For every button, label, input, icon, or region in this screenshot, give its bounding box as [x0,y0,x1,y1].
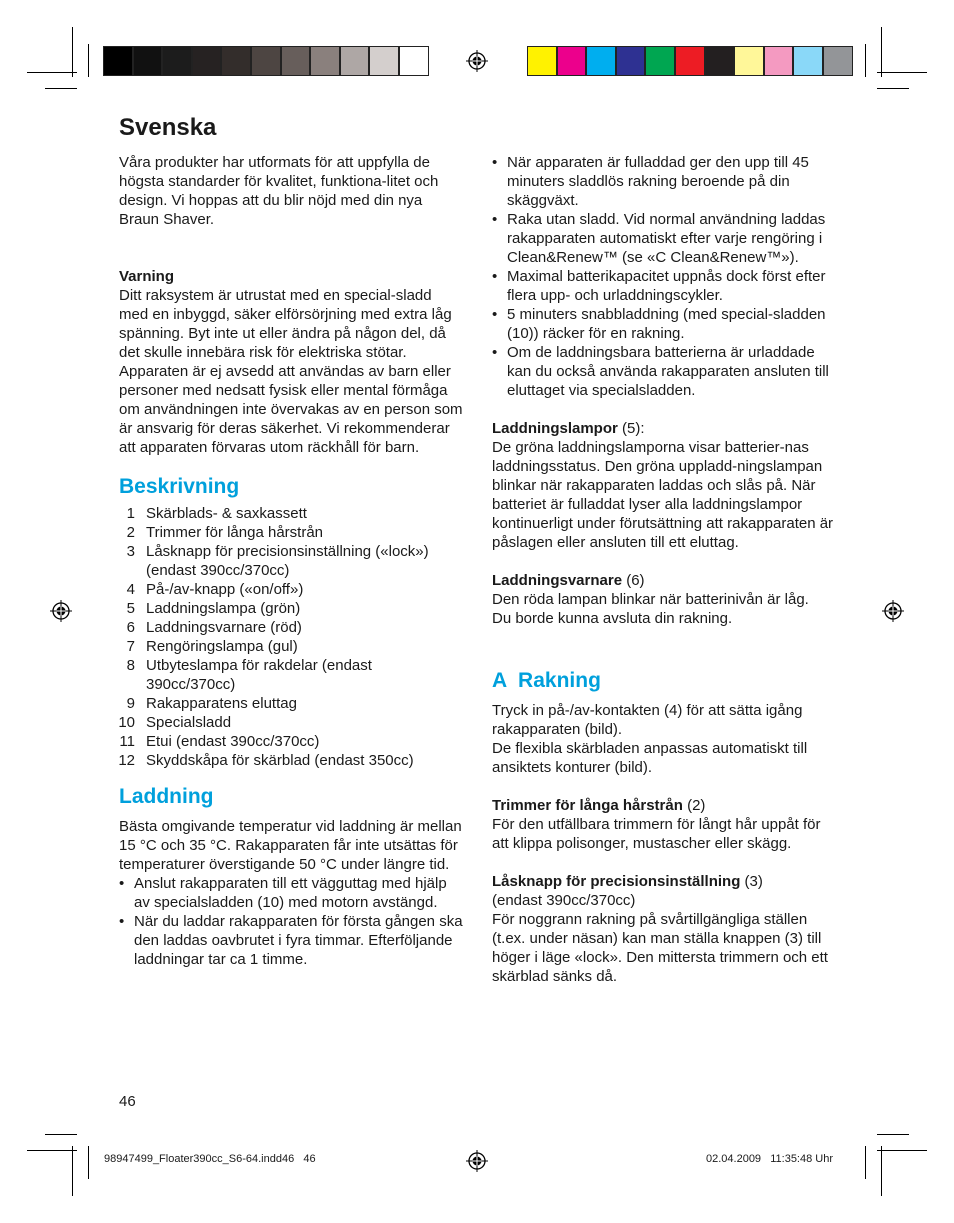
item-number: 12 [118,752,135,769]
item-number: 2 [126,524,135,541]
color-swatch [133,46,163,76]
charging-heading: Laddning [119,785,214,808]
color-swatch [586,46,616,76]
warning-title: Varning [119,268,175,285]
item-text: Trimmer för långa hårstrån [146,524,323,541]
description-item [105,523,464,542]
item-number: 5 [126,600,135,617]
item-text: Rengöringslampa (gul) [146,638,298,655]
page-title: Svenska [119,114,217,141]
list-item: • Raka utan sladd. Vid normal användning laddas rakapparaten automatiskt efter varje rengöring i Clean&Renew™ (se «C Clean&Renew™»). [492,211,826,266]
color-swatch [251,46,281,76]
description-item [105,637,464,656]
item-text: Specialsladd [146,714,232,731]
item-text: Rakapparatens eluttag [146,695,297,712]
color-swatch [369,46,399,76]
right-column [492,153,837,986]
description-item [105,580,464,599]
charge-lamps-title: Laddningslampor [492,420,618,437]
item-number: 10 [118,714,135,731]
shaving-text-2: De flexibla skärbladen anpassas automatiskt till ansiktets konturer (bild). [492,740,808,776]
charge-warning-section: Laddningsvarnare (6) [492,572,645,589]
charging-text: Bästa omgivande temperatur vid laddning är mellan 15 °C och 35 °C. Rakapparaten får inte utsättas för temperaturer överstigande 50 °C under längre tid. [119,818,462,873]
item-number: 1 [126,505,135,522]
description-item [105,694,464,713]
charging-bullet-list [119,874,464,969]
item-number: 4 [126,581,135,598]
color-swatch [645,46,675,76]
list-item: • 5 minuters snabbladdning (med special-sladden (10)) räcker för en rakning. [492,306,826,342]
color-swatch [527,46,557,76]
battery-bullet-list [492,153,837,400]
item-text: Etui (endast 390cc/370cc) [146,733,320,750]
description-item [105,618,464,637]
description-item [105,599,464,618]
description-item [105,751,464,770]
color-swatch [764,46,794,76]
item-text: Laddningslampa (grön) [146,600,301,617]
color-swatch [340,46,370,76]
list-item: • När apparaten är fulladdad ger den upp till 45 minuters sladdlös rakning beroende på din skäggväxt. [492,154,809,209]
list-item: • Om de laddningsbara batterierna är urladdade kan du också använda rakapparaten ansluten till eluttaget via specialsladden. [492,344,829,399]
color-swatch [162,46,192,76]
print-date: 02.04.2009 11:35:48 Uhr [706,1153,834,1165]
registration-mark-top-icon [466,50,488,72]
color-swatch [103,46,133,76]
color-swatch [823,46,853,76]
charge-lamps-section: Laddningslampor (5): [492,420,645,437]
color-swatch [675,46,705,76]
file-slug: 98947499_Floater390cc_S6-64.indd46 46 [104,1153,316,1165]
item-number: 8 [126,657,135,674]
color-swatch [221,46,251,76]
warning-text-children: Apparaten är ej avsedd att användas av barn eller personer med nedsatt fysisk eller mental förmåga om användningen inte övervakas av en person som är ansvarig för deras säkerhet. Vi rekommenderar att apparaten förvaras utom räckhåll för barn. [119,363,463,456]
description-item [105,713,464,732]
color-swatch [616,46,646,76]
item-number: 7 [126,638,135,655]
registration-mark-right-icon [882,600,904,622]
left-column [119,153,464,969]
item-number: 9 [126,695,135,712]
color-swatch [705,46,735,76]
charge-warning-text: Den röda lampan blinkar när batterinivån är låg. [492,591,809,608]
page-number: 46 [119,1093,136,1110]
item-text: Låsknapp för precisionsinställning («lock») (endast 390cc/370cc) [146,543,429,579]
description-list [105,504,464,770]
description-heading: Beskrivning [119,475,240,498]
description-item [105,542,464,580]
registration-mark-bottom-icon [466,1150,488,1172]
registration-mark-left-icon [50,600,72,622]
trimmer-section: Trimmer för långa hårstrån (2) [492,797,706,814]
item-number: 6 [126,619,135,636]
list-item: • Maximal batterikapacitet uppnås dock först efter flera upp- och urladdningscykler. [492,268,826,304]
warning-text: Ditt raksystem är utrustat med en special-sladd med en inbyggd, säker elförsörjning med extra låg spänning. Byt inte ut eller ändra på någon del, då det skulle innebära risk för elektriska stötar. [119,287,452,361]
item-text: Utbyteslampa för rakdelar (endast 390cc/370cc) [146,657,372,693]
color-swatch [734,46,764,76]
item-text: Skyddskåpa för skärblad (endast 350cc) [146,752,414,769]
charge-warning-title: Laddningsvarnare [492,572,623,589]
list-item: • Anslut rakapparaten till ett vägguttag med hjälp av specialsladden (10) med motorn avstängd. [119,875,447,911]
description-item [105,656,464,694]
trimmer-text: För den utfällbara trimmern för långt hår uppåt för att klippa polisonger, mustascher eller skägg. [492,816,821,852]
item-text: Laddningsvarnare (röd) [146,619,302,636]
description-item [105,732,464,751]
shaving-heading: A Rakning [492,669,601,692]
item-number: 11 [119,733,135,750]
color-swatch [793,46,823,76]
trimmer-title: Trimmer för långa hårstrån [492,797,683,814]
shaving-text: Tryck in på-/av-kontakten (4) för att sätta igång rakapparaten (bild). [492,702,803,738]
item-number: 3 [126,543,135,560]
color-swatch [557,46,587,76]
color-swatch [310,46,340,76]
item-text: På-/av-knapp («on/off») [146,581,304,598]
lock-section: Låsknapp för precisionsinställning (3) [492,873,763,890]
lock-models: (endast 390cc/370cc) [492,892,636,909]
charge-warning-text-2: Du borde kunna avsluta din rakning. [492,610,733,627]
intro-paragraph: Våra produkter har utformats för att uppfylla de högsta standarder för kvalitet, funktiona-litet och design. Vi hoppas att du blir nöjd med din nya Braun Shaver. [119,154,439,228]
item-text: Skärblads- & saxkassett [146,505,307,522]
color-swatch [192,46,222,76]
charge-lamps-text: De gröna laddningslamporna visar batterier-nas laddningsstatus. Den gröna uppladd-ningslampan blinkar när rakapparaten laddas och slås på. När batteriet är fulladdat lyser alla laddningslampor kontinuerligt under förutsättning att rakapparaten är påslagen eller ansluten till ett eluttag. [492,439,834,551]
lock-title: Låsknapp för precisionsinställning [492,873,741,890]
lock-text: För noggrann rakning på svårtillgängliga ställen (t.ex. under näsan) kan man ställa knappen (3) till höger i läge «lock». Den mittersta trimmern och ett skärblad sänks då. [492,911,828,985]
description-item [105,504,464,523]
color-swatch [399,46,429,76]
color-swatch [281,46,311,76]
list-item: • När du laddar rakapparaten för första gången ska den laddas oavbrutet i fyra timmar. Efterföljande laddningar tar ca 1 timme. [119,913,463,968]
